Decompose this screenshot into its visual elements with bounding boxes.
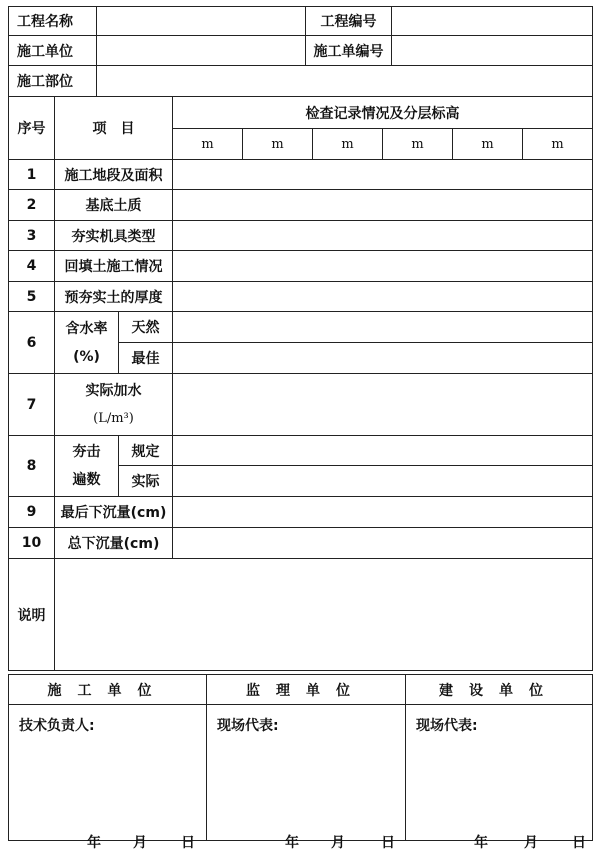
date-year: 年 bbox=[474, 835, 488, 851]
row-no: 1 bbox=[9, 160, 55, 190]
contractor-no-value[interactable] bbox=[392, 36, 593, 66]
row-no: 2 bbox=[9, 190, 55, 221]
row-label-line2: (L/m³) bbox=[93, 410, 134, 426]
row-record[interactable] bbox=[173, 466, 593, 497]
row-sub-label: 实际 bbox=[119, 466, 173, 497]
row-record[interactable] bbox=[173, 497, 593, 528]
row-label bbox=[55, 312, 119, 374]
row-record[interactable] bbox=[173, 282, 593, 312]
row-label: 夯实机具类型 bbox=[55, 221, 173, 251]
row-no: 6 bbox=[9, 312, 55, 374]
row-record[interactable] bbox=[173, 190, 593, 221]
row-no: 9 bbox=[9, 497, 55, 528]
unit-col-2: m bbox=[243, 129, 313, 160]
row-sub-label: 最佳 bbox=[119, 343, 173, 374]
row-label bbox=[55, 374, 173, 436]
project-no-value[interactable] bbox=[392, 7, 593, 36]
date-day: 日 bbox=[381, 835, 395, 851]
row-sub-label: 规定 bbox=[119, 436, 173, 466]
row-no: 8 bbox=[9, 436, 55, 497]
date-month: 月 bbox=[524, 835, 538, 851]
row-sub-label: 天然 bbox=[119, 312, 173, 343]
unit-col-3: m bbox=[313, 129, 383, 160]
header-table bbox=[8, 6, 593, 97]
row-no: 10 bbox=[9, 528, 55, 559]
date-day: 日 bbox=[572, 835, 586, 851]
row-no: 7 bbox=[9, 374, 55, 436]
contractor-no-label: 施工单编号 bbox=[306, 36, 392, 66]
date-day: 日 bbox=[181, 835, 195, 851]
signature-table bbox=[8, 674, 593, 851]
row-record[interactable] bbox=[173, 221, 593, 251]
contractor-sign-cell[interactable] bbox=[9, 705, 207, 851]
seq-header: 序号 bbox=[9, 97, 55, 160]
row-label: 基底土质 bbox=[55, 190, 173, 221]
row-record[interactable] bbox=[173, 374, 593, 436]
owner-sign-title: 建设单位 bbox=[406, 675, 593, 705]
row-label: 施工地段及面积 bbox=[55, 160, 173, 190]
inspection-table bbox=[8, 96, 593, 671]
row-label-line2: 遍数 bbox=[72, 472, 101, 488]
project-name-label: 工程名称 bbox=[9, 7, 97, 36]
contractor-person-label: 技术负责人: bbox=[19, 718, 95, 734]
date-month: 月 bbox=[133, 835, 147, 851]
owner-person-label: 现场代表: bbox=[416, 718, 478, 734]
project-no-label: 工程编号 bbox=[306, 7, 392, 36]
row-label-line1: 实际加水 bbox=[85, 382, 142, 399]
row-label bbox=[55, 436, 119, 497]
row-record[interactable] bbox=[173, 312, 593, 343]
unit-col-4: m bbox=[383, 129, 453, 160]
project-name-value[interactable] bbox=[97, 7, 306, 36]
supervisor-person-label: 现场代表: bbox=[217, 718, 279, 734]
row-label-line1: 夯击 bbox=[72, 444, 101, 460]
unit-col-1: m bbox=[173, 129, 243, 160]
part-label: 施工部位 bbox=[9, 66, 97, 97]
row-label-line2: (%) bbox=[73, 348, 100, 365]
contractor-sign-title: 施工单位 bbox=[9, 675, 207, 705]
date-month: 月 bbox=[331, 835, 345, 851]
row-no: 3 bbox=[9, 221, 55, 251]
row-label: 总下沉量(cm) bbox=[55, 528, 173, 559]
row-record[interactable] bbox=[173, 528, 593, 559]
supervisor-sign-title: 监理单位 bbox=[207, 675, 406, 705]
row-label: 最后下沉量(cm) bbox=[55, 497, 173, 528]
row-record[interactable] bbox=[173, 436, 593, 466]
row-record[interactable] bbox=[173, 251, 593, 282]
row-label-line1: 含水率 bbox=[65, 320, 108, 337]
row-no: 4 bbox=[9, 251, 55, 282]
contractor-label: 施工单位 bbox=[9, 36, 97, 66]
owner-sign-cell[interactable] bbox=[406, 705, 593, 851]
supervisor-sign-cell[interactable] bbox=[207, 705, 406, 851]
item-header: 项 目 bbox=[55, 97, 173, 160]
unit-col-6: m bbox=[523, 129, 593, 160]
date-year: 年 bbox=[285, 835, 299, 851]
remarks-label: 说明 bbox=[9, 559, 55, 671]
contractor-value[interactable] bbox=[97, 36, 306, 66]
date-year: 年 bbox=[87, 835, 101, 851]
row-record[interactable] bbox=[173, 160, 593, 190]
row-no: 5 bbox=[9, 282, 55, 312]
unit-col-5: m bbox=[453, 129, 523, 160]
part-value[interactable] bbox=[97, 66, 593, 97]
record-header: 检查记录情况及分层标高 bbox=[173, 97, 593, 129]
row-record[interactable] bbox=[173, 343, 593, 374]
row-label: 回填土施工情况 bbox=[55, 251, 173, 282]
remarks-area[interactable] bbox=[55, 559, 593, 671]
row-label: 预夯实土的厚度 bbox=[55, 282, 173, 312]
